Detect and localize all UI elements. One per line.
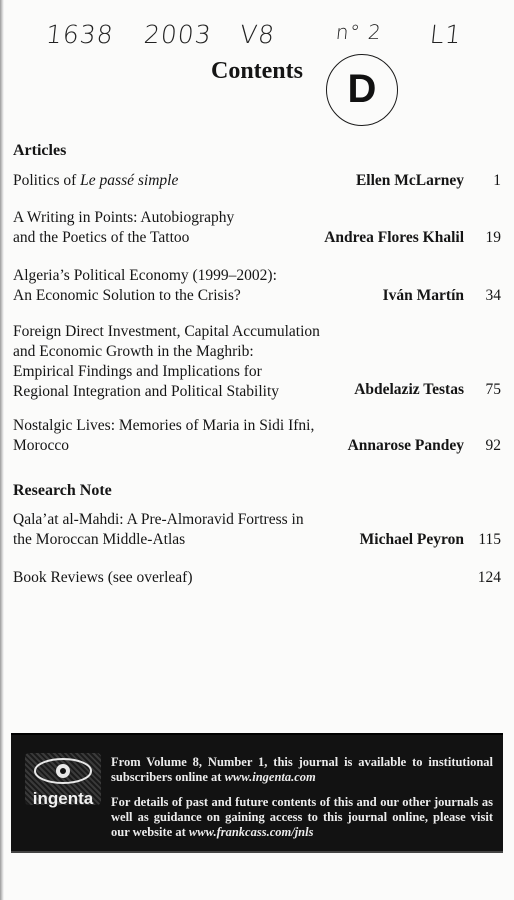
entry-author: Annarose Pandey <box>347 437 464 454</box>
toc-entry-book-reviews[interactable] <box>13 568 501 588</box>
entry-author: Ellen McLarney <box>355 172 464 189</box>
entry-page: 34 <box>485 287 501 304</box>
entry-title-line: the Moroccan Middle-Atlas <box>13 531 186 548</box>
entry-page: 19 <box>485 229 501 246</box>
entry-title: Book Reviews (see overleaf) <box>13 569 193 586</box>
toc-entry[interactable] <box>13 416 501 456</box>
entry-title-line: A Writing in Points: Autobiography <box>13 209 235 226</box>
entry-title <box>13 171 343 191</box>
entry-title <box>13 322 343 402</box>
toc-entry[interactable] <box>13 171 501 191</box>
entry-title-line: Algeria’s Political Economy (1999–2002): <box>13 267 277 284</box>
entry-title-line: Regional Integration and Political Stability <box>13 383 280 400</box>
entry-page: 1 <box>493 172 501 189</box>
bottom-rule <box>11 851 503 853</box>
toc-entry[interactable] <box>13 322 501 402</box>
entry-title <box>13 510 343 550</box>
handwritten-note-3: V8 <box>238 20 277 49</box>
entry-title <box>13 416 343 456</box>
entry-page: 124 <box>477 569 501 586</box>
entry-title-line: and the Poetics of the Tattoo <box>13 229 190 246</box>
entry-page: 75 <box>485 381 501 398</box>
entry-title <box>13 208 343 248</box>
handwritten-note-1: 1638 <box>44 20 116 49</box>
entry-author: Abdelaziz Testas <box>354 381 464 398</box>
ingenta-paragraph-1 <box>111 755 493 785</box>
entry-page: 92 <box>485 437 501 454</box>
handwritten-note-4: n° 2 <box>334 20 384 44</box>
entry-title-line: Foreign Direct Investment, Capital Accumulation <box>13 323 320 340</box>
entry-page: 115 <box>478 531 501 548</box>
handwritten-note-5: L1 <box>428 20 464 49</box>
entry-author: Michael Peyron <box>359 531 464 548</box>
toc-entry[interactable] <box>13 266 501 306</box>
ingenta-url-link[interactable]: www.ingenta.com <box>224 770 316 784</box>
section-heading-articles: Articles <box>13 142 67 159</box>
entry-title-line: Nostalgic Lives: Memories of Maria in Sidi Ifni, <box>13 417 315 434</box>
page-title: Contents <box>210 58 303 84</box>
handwritten-notes <box>0 20 514 60</box>
library-stamp <box>326 54 398 126</box>
entry-title-prefix: Politics of <box>13 172 81 189</box>
entry-author: Iván Martín <box>382 287 464 304</box>
ingenta-paragraph-2 <box>111 795 493 840</box>
entry-title-line: An Economic Solution to the Crisis? <box>13 287 241 304</box>
eye-icon <box>25 753 101 789</box>
section-heading-research-note: Research Note <box>13 482 112 499</box>
stamp-letter: D <box>343 67 381 111</box>
page-edge-shadow <box>0 0 4 900</box>
entry-title-line: and Economic Growth in the Maghrib: <box>13 343 254 360</box>
entry-title-line: Empirical Findings and Implications for <box>13 363 262 380</box>
ingenta-logo-text: ingenta <box>32 789 94 808</box>
toc-entry[interactable] <box>13 208 501 248</box>
entry-title-line: Qala’at al-Mahdi: A Pre-Almoravid Fortress in <box>13 511 304 528</box>
entry-title <box>13 266 343 306</box>
entry-title-italic: Le passé simple <box>80 172 179 189</box>
handwritten-note-2: 2003 <box>142 20 214 49</box>
ingenta-paragraph-2-text: For details of past and future contents of this and our other journals as well as guidance on gaining access to this journal online, please visit our website at <box>111 795 493 839</box>
ingenta-notice-box <box>11 733 503 853</box>
frankcass-url-link[interactable]: www.frankcass.com/jnls <box>188 825 314 839</box>
entry-author: Andrea Flores Khalil <box>324 229 464 246</box>
entry-title-line: Morocco <box>13 437 69 454</box>
toc-entry[interactable] <box>13 510 501 550</box>
ingenta-paragraph-1-text: From Volume 8, Number 1, this journal is available to institutional subscribers online at <box>111 755 493 784</box>
